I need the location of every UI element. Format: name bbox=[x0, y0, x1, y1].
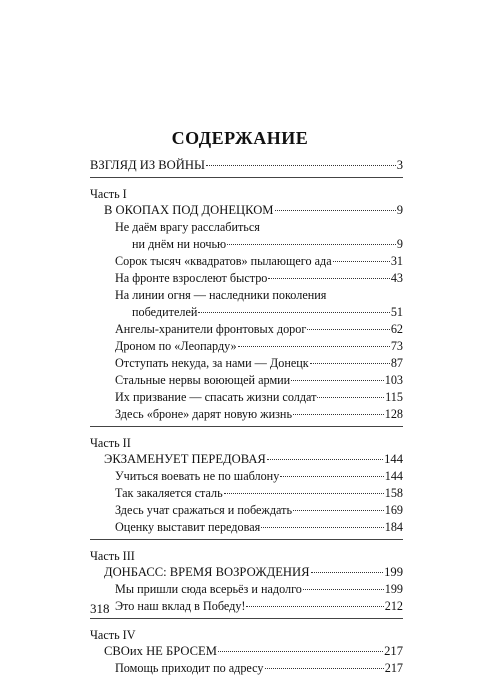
toc-entry-page: 128 bbox=[384, 407, 403, 421]
toc-entry-page: 217 bbox=[384, 661, 403, 675]
toc-entry-page: 3 bbox=[396, 158, 403, 172]
dot-leader bbox=[293, 414, 384, 415]
dot-leader bbox=[275, 210, 396, 211]
section-divider bbox=[90, 426, 403, 427]
dot-leader bbox=[261, 527, 384, 528]
toc-entry-label: Так закаляется сталь bbox=[115, 486, 223, 500]
toc-entry-page: 9 bbox=[396, 237, 403, 251]
toc-entry-label-line1: На линии огня — наследники поколения bbox=[115, 288, 327, 302]
toc-entry[interactable] bbox=[90, 519, 403, 536]
toc-entry-label: ВЗГЛЯД ИЗ ВОЙНЫ bbox=[90, 158, 205, 172]
toc-entry-page: 144 bbox=[384, 452, 403, 466]
toc-entry-page: 9 bbox=[396, 203, 403, 217]
toc-entry-page: 158 bbox=[384, 486, 403, 500]
toc-part-heading[interactable] bbox=[90, 202, 403, 219]
toc-entry[interactable] bbox=[90, 502, 403, 519]
toc-entry-label: Здесь «броне» дарят новую жизнь bbox=[115, 407, 293, 421]
section-divider bbox=[90, 539, 403, 540]
dot-leader bbox=[333, 261, 390, 262]
toc-entry-page: 199 bbox=[384, 582, 403, 596]
dot-leader bbox=[265, 668, 384, 669]
toc-entry-page: 217 bbox=[384, 644, 403, 658]
dot-leader bbox=[311, 572, 384, 573]
part-label: Часть II bbox=[90, 436, 131, 450]
toc-entry-label: Это наш вклад в Победу! bbox=[115, 599, 246, 613]
page-number: 318 bbox=[90, 601, 110, 616]
dot-leader bbox=[303, 589, 384, 590]
toc-entry-page: 144 bbox=[384, 469, 403, 483]
dot-leader bbox=[267, 459, 383, 460]
toc-entry-page: 51 bbox=[390, 305, 403, 319]
toc-entry-label: Здесь учат сражаться и побеждать bbox=[115, 503, 293, 517]
toc-entry-label: ни днём ни ночью bbox=[132, 237, 227, 251]
toc-entry-line2 bbox=[90, 304, 403, 321]
toc-entry-page: 212 bbox=[384, 599, 403, 613]
part-label: Часть I bbox=[90, 187, 127, 201]
toc-entry-label: ЭКЗАМЕНУЕТ ПЕРЕДОВАЯ bbox=[104, 452, 266, 466]
dot-leader bbox=[317, 397, 384, 398]
dot-leader bbox=[291, 380, 384, 381]
toc-entry[interactable] bbox=[90, 660, 403, 677]
toc-entry[interactable] bbox=[90, 581, 403, 598]
toc-entry-page: 73 bbox=[390, 339, 403, 353]
dot-leader bbox=[268, 278, 389, 279]
dot-leader bbox=[206, 165, 396, 166]
dot-leader bbox=[246, 606, 383, 607]
toc-part-2 bbox=[90, 435, 403, 536]
page-title: СОДЕРЖАНИЕ bbox=[171, 128, 309, 148]
toc-entry[interactable] bbox=[90, 406, 403, 423]
dot-leader bbox=[198, 312, 389, 313]
toc-entry-label: Стальные нервы воюющей армии bbox=[115, 373, 291, 387]
toc-entry-label: Дроном по «Леопарду» bbox=[115, 339, 237, 353]
part-label: Часть IV bbox=[90, 628, 136, 642]
toc-entry-label: ДОНБАСС: ВРЕМЯ ВОЗРОЖДЕНИЯ bbox=[104, 565, 310, 579]
toc-part-heading[interactable] bbox=[90, 643, 403, 660]
dot-leader bbox=[218, 651, 383, 652]
toc-entry-page: 184 bbox=[384, 520, 403, 534]
toc-entry[interactable] bbox=[90, 270, 403, 287]
toc-entry[interactable] bbox=[90, 485, 403, 502]
toc-entry[interactable] bbox=[90, 355, 403, 372]
part-label: Часть III bbox=[90, 549, 135, 563]
section-divider bbox=[90, 618, 403, 619]
toc-part-3 bbox=[90, 548, 403, 615]
toc-entry-label: Отступать некуда, за нами — Донецк bbox=[115, 356, 309, 370]
toc-entry-page: 31 bbox=[390, 254, 403, 268]
toc-entry-label: Оценку выставит передовая bbox=[115, 520, 261, 534]
toc-entry-label-line1: Не даём врагу расслабиться bbox=[115, 220, 260, 234]
dot-leader bbox=[227, 244, 396, 245]
toc-entry-page: 62 bbox=[390, 322, 403, 336]
toc-part-4 bbox=[90, 627, 403, 677]
dot-leader bbox=[310, 363, 390, 364]
dot-leader bbox=[238, 346, 390, 347]
toc-entry-label: Помощь приходит по адресу bbox=[115, 661, 264, 675]
toc-entry-label: Ангелы-хранители фронтовых дорог bbox=[115, 322, 307, 336]
toc-entry[interactable] bbox=[90, 598, 403, 615]
toc-entry-label: победителей bbox=[132, 305, 198, 319]
toc-entry[interactable] bbox=[90, 219, 403, 253]
toc-entry-label: Сорок тысяч «квадратов» пылающего ада bbox=[115, 254, 332, 268]
toc-entry-page: 199 bbox=[384, 565, 403, 579]
section-divider bbox=[90, 177, 403, 178]
toc-entry-label: СВОих НЕ БРОСЕМ bbox=[104, 644, 217, 658]
toc-entry[interactable] bbox=[90, 389, 403, 406]
toc-entry-label: На фронте взрослеют быстро bbox=[115, 271, 268, 285]
toc-entry-page: 115 bbox=[385, 390, 403, 404]
toc-entry-page: 103 bbox=[384, 373, 403, 387]
toc-entry-page: 169 bbox=[384, 503, 403, 517]
toc-entry-label: В ОКОПАХ ПОД ДОНЕЦКОМ bbox=[104, 203, 274, 217]
toc-entry-label: Учиться воевать не по шаблону bbox=[115, 469, 280, 483]
toc-entry-page: 87 bbox=[390, 356, 403, 370]
dot-leader bbox=[224, 493, 384, 494]
toc-entry[interactable] bbox=[90, 338, 403, 355]
toc-part-heading[interactable] bbox=[90, 451, 403, 468]
toc-entry-label: Мы пришли сюда всерьёз и надолго bbox=[115, 582, 302, 596]
toc-part-heading[interactable] bbox=[90, 564, 403, 581]
toc-entry-line2 bbox=[90, 236, 403, 253]
dot-leader bbox=[307, 329, 389, 330]
toc-entry[interactable] bbox=[90, 372, 403, 389]
toc-entry-page: 43 bbox=[390, 271, 403, 285]
toc-part-1 bbox=[90, 186, 403, 423]
dot-leader bbox=[280, 476, 383, 477]
toc-entry[interactable] bbox=[90, 321, 403, 338]
toc-entry[interactable] bbox=[90, 253, 403, 270]
table-of-contents bbox=[90, 157, 403, 677]
toc-entry-label: Их призвание — спасать жизни солдат bbox=[115, 390, 317, 404]
toc-entry[interactable] bbox=[90, 468, 403, 485]
dot-leader bbox=[293, 510, 384, 511]
toc-entry[interactable] bbox=[90, 287, 403, 321]
toc-entry-intro[interactable] bbox=[90, 157, 403, 174]
